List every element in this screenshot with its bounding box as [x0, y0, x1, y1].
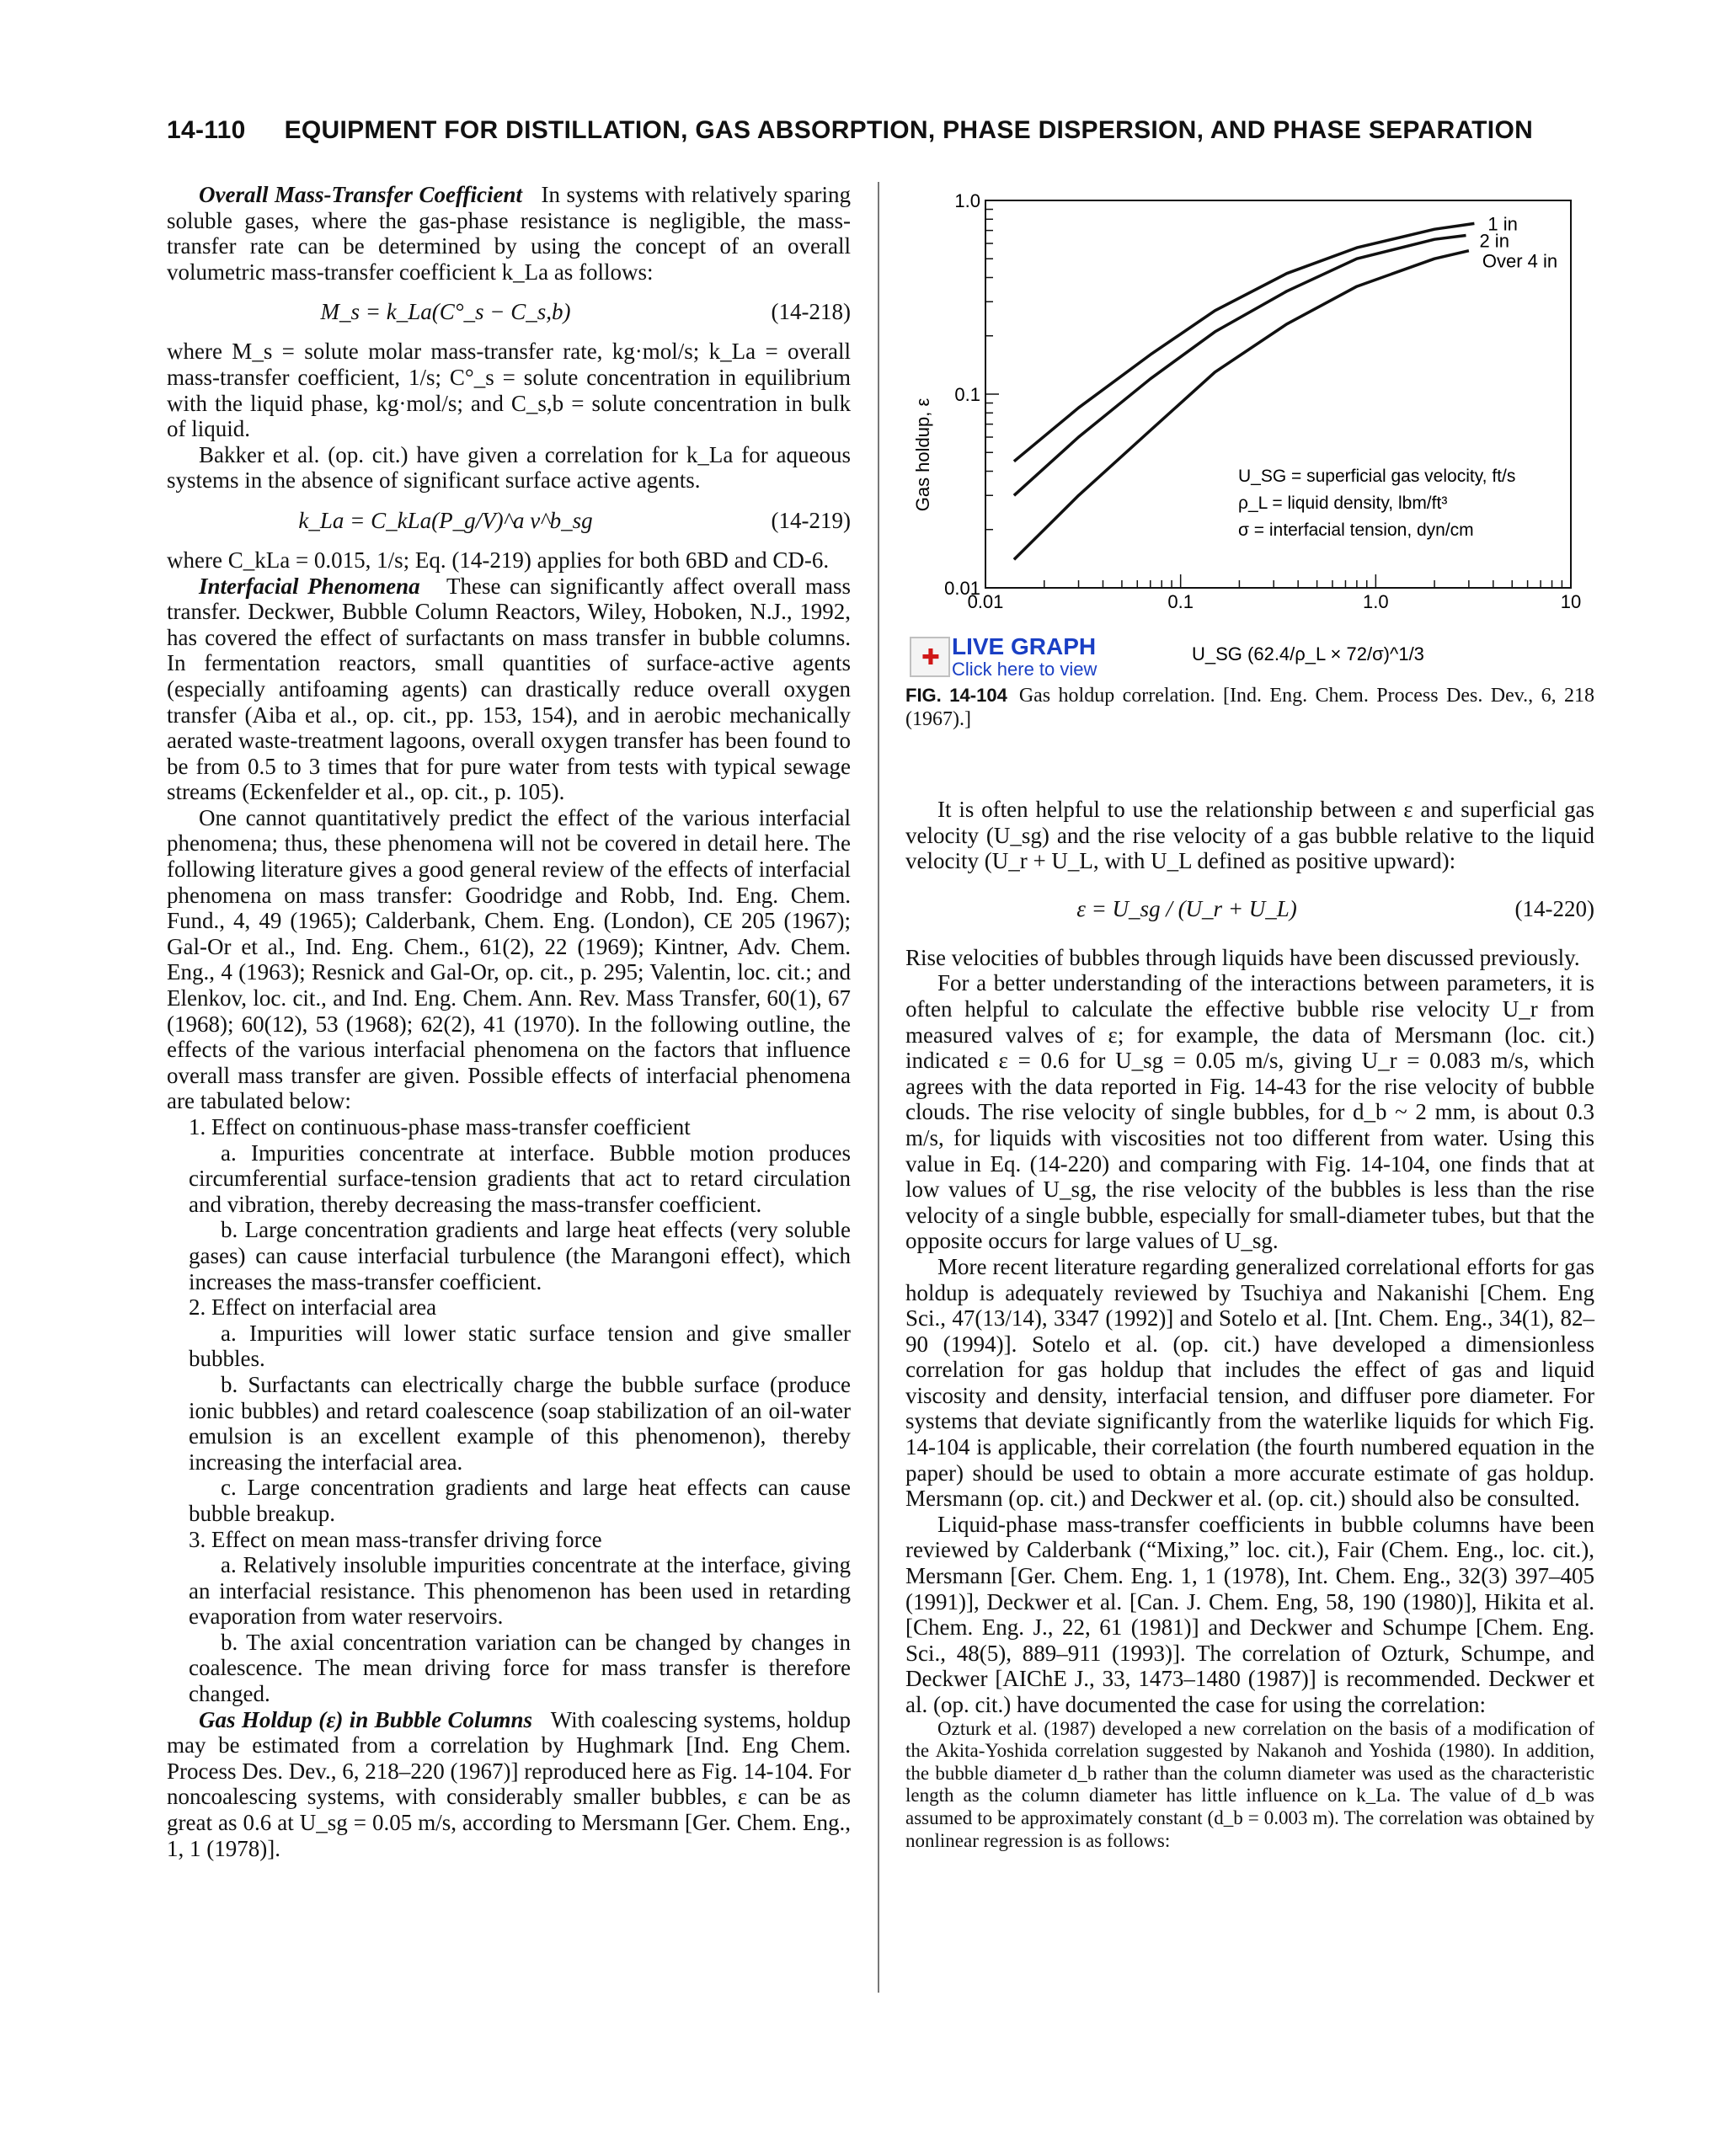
paragraph: where M_s = solute molar mass-transfer rate, kg·mol/s; k_La = overall mass-transfer coefficient, 1/s; C°_s = solute concentration in equilibrium with the liquid phase, kg·mol/s; and C_s,b = solute concentration in bulk of liquid.: [167, 339, 851, 442]
series-label-2: 2 in: [1479, 230, 1509, 252]
y-tick-label: 1.0: [954, 190, 980, 211]
list-subitem: b. Surfactants can electrically charge the bubble surface (produce ionic bubbles) and retard coalescence (soap stabilization of an oil-water emulsion is an excellent example of this phenomenon), thereby increasing the interfacial area.: [189, 1371, 851, 1475]
y-tick-label: 0.01: [944, 578, 980, 599]
x-tick-label: 10: [1560, 591, 1582, 612]
x-tick-label: 1.0: [1363, 591, 1389, 612]
right-column: [905, 797, 1594, 1852]
paragraph: Overall Mass-Transfer Coefficient In systems with relatively sparing soluble gases, where the gas-phase resistance is negligible, the mass-transfer rate can be determined by using the concept of an overall volumetric mass-transfer coefficient k_La as follows:: [167, 182, 852, 285]
legend-line-3: σ = interfacial tension, dyn/cm: [1238, 520, 1474, 540]
list-subitem: b. The axial concentration variation can be changed by changes in coalescence. The mean driving force for mass transfer is therefore changed.: [189, 1629, 851, 1707]
x-axis-label: U_SG (62.4/ρ_L × 72/σ)^1/3: [1192, 643, 1424, 664]
paragraph: More recent literature regarding generalized correlational efforts for gas holdup is adequately reviewed by Tsuchiya and Nakanishi [Chem. Eng Sci., 47(13/14), 3347 (1992)] and Sotelo et al. [Int. Chem. Eng., 34(1), 82–90 (1994)]. Sotelo et al. (op. cit.) have developed a dimensionless correlation for gas holdup that includes the effect of gas and liquid viscosity and density, interfacial tension, and diffuser pore diameter. For systems that deviate significantly from the waterlike liquids for which Fig. 14-104 is applicable, their correlation (the fourth numbered equation in the paper) should be used to obtain a more accurate estimate of gas holdup. Mersmann (op. cit.) and Deckwer et al. (op. cit.) should also be consulted.: [905, 1253, 1594, 1512]
y-axis-label: Gas holdup, ε: [912, 398, 933, 512]
page-number: 14-110: [167, 116, 246, 144]
series-line-2: [1014, 236, 1466, 496]
live-graph-icon: ✚: [910, 637, 950, 677]
gas-holdup-chart: [905, 177, 1605, 682]
list-subitem: c. Large concentration gradients and large heat effects can cause bubble breakup.: [189, 1475, 851, 1526]
paragraph: It is often helpful to use the relationship between ε and superficial gas velocity (U_sg) and the rise velocity of a gas bubble relative to the liquid velocity (U_r + U_L, with U_L defined as positive upward):: [905, 797, 1594, 874]
section-heading: Interfacial Phenomena: [199, 573, 420, 599]
equation-expression: ε = U_sg / (U_r + U_L): [1076, 896, 1297, 922]
series-label-3: Over 4 in: [1482, 250, 1558, 272]
paragraph: For a better understanding of the interactions between parameters, it is often helpful to calculate the effective bubble rise velocity U_r from measured valves of ε; for example, the data of Mersmann (loc. cit.) indicated ε = 0.6 for U_sg = 0.05 m/s, giving U_r = 0.083 m/s, which agrees with the data reported in Fig. 14-43 for the rise velocity of bubble clouds. The rise velocity of single bubbles, for d_b ~ 2 mm, is about 0.3 m/s, for liquids with viscosities not too different from water. Using this value in Eq. (14-220) and comparing with Fig. 14-104, one finds that at low values of U_sg, the rise velocity of the bubbles is less than the rise velocity of a single bubble, especially for small-diameter tubes, but that the opposite occurs for large values of U_sg.: [905, 970, 1594, 1254]
equation-number: (14-220): [1514, 896, 1594, 922]
live-graph-link[interactable]: [910, 633, 1129, 680]
y-tick-label: 0.1: [954, 384, 980, 405]
paragraph: One cannot quantitatively predict the effect of the various interfacial phenomena; thus, these phenomena will not be covered in detail here. The following literature gives a good general review of the effects of interfacial phenomena on mass transfer: Goodridge and Robb, Ind. Eng. Chem. Fund., 4, 49 (1965); Calderbank, Chem. Eng. (London), CE 205 (1967); Gal-Or et al., Ind. Eng. Chem., 61(2), 22 (1969); Kintner, Adv. Chem. Eng., 4 (1963); Resnick and Gal-Or, op. cit., p. 295; Valentin, loc. cit.; and Elenkov, loc. cit., and Ind. Eng. Chem. Ann. Rev. Mass Transfer, 60(1), 67 (1968); 60(12), 53 (1968); 62(2), 41 (1970). In the following outline, the effects of the various interfacial phenomena on the factors that influence overall mass transfer are given. Possible effects of interfacial phenomena are tabulated below:: [167, 804, 851, 1114]
figure-caption: [905, 684, 1594, 731]
list-item: 1. Effect on continuous-phase mass-transfer coefficient: [189, 1114, 691, 1139]
series-label-1: 1 in: [1487, 213, 1518, 235]
page-header: [167, 116, 1565, 145]
paragraph: Gas Holdup (ε) in Bubble Columns With coalescing systems, holdup may be estimated from a correlation by Hughmark [Ind. Eng Chem. Process Des. Dev., 6, 218–220 (1967)] reproduced here as Fig. 14-104. For noncoalescing systems, with considerably smaller bubbles, ε can be as great as 0.6 at U_sg = 0.05 m/s, according to Mersmann [Ger. Chem. Eng., 1, 1 (1978)].: [167, 1706, 851, 1861]
left-column: [167, 182, 851, 1861]
list-item: 3. Effect on mean mass-transfer driving force: [189, 1526, 602, 1552]
paragraph: Liquid-phase mass-transfer coefficients in bubble columns have been reviewed by Calderbank (“Mixing,” loc. cit.), Fair (Chem. Eng., loc. cit.), Mersmann [Ger. Chem. Eng. 1, 1 (1978), Int. Chem. Eng., 32(3) 397–405 (1991)], Deckwer et al. [Can. J. Chem. Eng, 58, 190 (1980)], Hikita et al. [Chem. Eng. J., 22, 61 (1981)] and Deckwer and Schumpe [Chem. Eng. Sci., 48(5), 889–911 (1993)]. The correlation of Ozturk, Schumpe, and Deckwer [AIChE J., 33, 1473–1480 (1987)] is recommended. Deckwer et al. (op. cit.) have documented the case for using the correlation:: [905, 1511, 1594, 1717]
x-tick-label: 0.1: [1167, 591, 1194, 612]
list-subitem: a. Impurities concentrate at interface. Bubble motion produces circumferential surface-tension gradients that act to retard circulation and vibration, thereby decreasing the mass-transfer coefficient.: [189, 1139, 851, 1217]
equation-number: (14-218): [771, 299, 851, 325]
section-heading: Overall Mass-Transfer Coefficient: [199, 182, 522, 207]
equation-expression: k_La = C_kLa(P_g/V)^a v^b_sg: [298, 507, 593, 533]
series-line-1: [1014, 223, 1475, 461]
equation-14-218: [167, 285, 851, 339]
live-graph-subtitle: Click here to view: [952, 659, 1097, 680]
chapter-title: EQUIPMENT FOR DISTILLATION, GAS ABSORPTION, PHASE DISPERSION, AND PHASE SEPARATION: [284, 116, 1534, 144]
legend-line-1: U_SG = superficial gas velocity, ft/s: [1238, 467, 1516, 486]
equation-expression: M_s = k_La(C°_s − C_s,b): [320, 299, 571, 325]
legend-line-2: ρ_L = liquid density, lbm/ft³: [1238, 494, 1448, 513]
figure-label: FIG. 14-104: [905, 685, 1007, 706]
list-subitem: a. Relatively insoluble impurities concentrate at the interface, giving an interfacial resistance. This phenomenon has been used in retarding evaporation from water reservoirs.: [189, 1552, 851, 1630]
section-heading: Gas Holdup (ε) in Bubble Columns: [199, 1706, 533, 1732]
equation-14-219: [167, 494, 851, 547]
paragraph: Interfacial Phenomena These can significantly affect overall mass transfer. Deckwer, Bubble Column Reactors, Wiley, Hoboken, N.J., 1992, has covered the effect of surfactants on mass transfer in bubble columns. In fermentation reactors, small quantities of surface-active agents (especially antifoaming agents) can drastically reduce overall oxygen transfer (Aiba et al., op. cit., pp. 153, 154), and in aerobic mechanically aerated waste-treatment lagoons, overall oxygen transfer has been found to be from 0.5 to 3 times that for pure water from tests with typical sewage streams (Eckenfelder et al., op. cit., p. 105).: [167, 573, 851, 805]
paragraph: where C_kLa = 0.015, 1/s; Eq. (14-219) applies for both 6BD and CD-6.: [167, 547, 830, 573]
x-tick-label: 0.01: [967, 591, 1004, 612]
list-item: 2. Effect on interfacial area: [189, 1294, 437, 1321]
paragraph: Bakker et al. (op. cit.) have given a correlation for k_La for aqueous systems in the absence of significant surface active agents.: [167, 441, 851, 494]
column-divider: [878, 182, 879, 1993]
paragraph: Rise velocities of bubbles through liquids have been discussed previously.: [905, 944, 1580, 970]
equation-number: (14-219): [771, 507, 851, 533]
list-subitem: b. Large concentration gradients and large heat effects (very soluble gases) can cause interfacial turbulence (the Marangoni effect), which increases the mass-transfer coefficient.: [189, 1217, 851, 1294]
live-graph-title: LIVE GRAPH: [952, 633, 1097, 659]
block-quote: Ozturk et al. (1987) developed a new correlation on the basis of a modification of the Akita-Yoshida correlation suggested by Nakanoh and Yoshida (1980). In addition, the bubble diameter d_b rather than the column diameter was used as the characteristic length as the column diameter has little influence on k_La. The value of d_b was assumed to be approximately constant (d_b = 0.003 m). The correlation was obtained by nonlinear regression is as follows:: [905, 1717, 1594, 1851]
list-subitem: a. Impurities will lower static surface tension and give smaller bubbles.: [189, 1320, 851, 1372]
equation-14-220: [905, 874, 1594, 945]
caption-text: Gas holdup correlation. [Ind. Eng. Chem. Process Des. Dev., 6, 218 (1967).]: [905, 685, 1595, 730]
